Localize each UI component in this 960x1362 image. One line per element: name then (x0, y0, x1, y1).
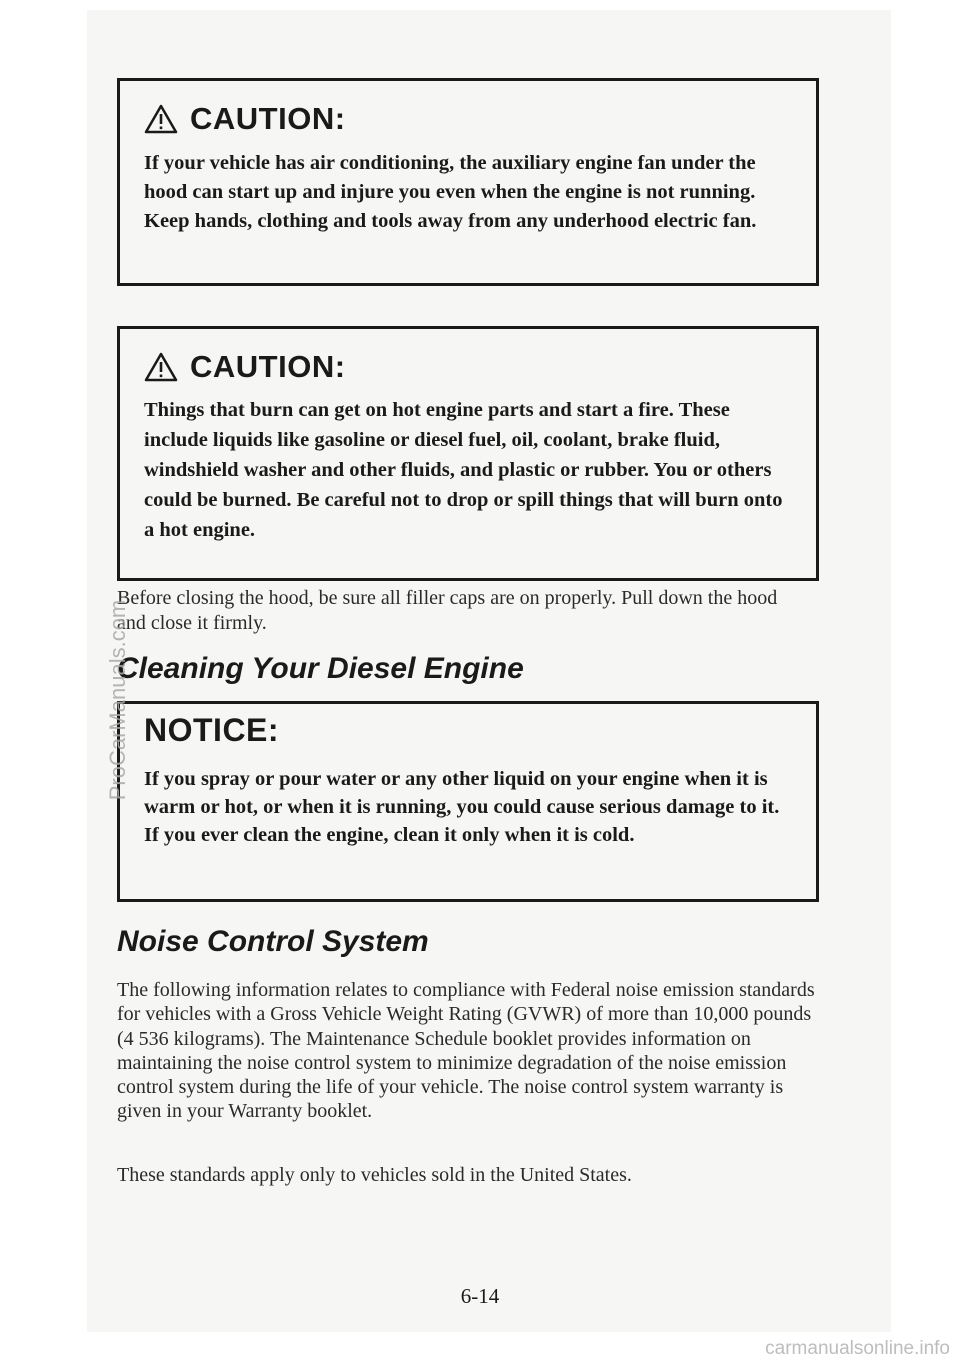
caution-text: If your vehicle has air conditioning, the auxiliary engine fan under the hood can start up and injure you even when the engine is not running. Keep hands, clothing and tools away from any underhood electric fan. (144, 152, 757, 232)
caution-title: CAUTION: (144, 349, 792, 385)
caution-box-fan (117, 78, 819, 286)
closing-hood-paragraph: Before closing the hood, be sure all filler caps are on properly. Pull down the hood and close it firmly. (117, 587, 778, 634)
noise-paragraph: The following information relates to compliance with Federal noise emission standards for vehicles with a Gross Vehicle Weight Rating (GVWR) of more than 10,000 pounds (4 536 kilograms). The Maintenance Schedule booklet provides information on maintaining the noise control system to minimize degradation of the noise emission control system during the life of your vehicle. The noise control system warranty is given in your Warranty booklet. (117, 979, 815, 1123)
page-number: 6-14 (460, 1284, 500, 1308)
caution-text: Things that burn can get on hot engine parts and start a fire. These include liquids like gasoline or diesel fuel, oil, coolant, brake fluid, windshield washer and other fluids, and plastic or rubber. You or others could be burned. Be careful not to drop or spill things that will burn onto a hot engine. (144, 399, 783, 541)
warning-triangle-icon (144, 352, 178, 382)
notice-title: NOTICE: (144, 712, 280, 748)
bottom-watermark: carmanualsonline.info (765, 1338, 950, 1359)
notice-text: If you spray or pour water or any other liquid on your engine when it is warm or hot, or when it is running, you could cause serious damage to it. If you ever clean the engine, clean it only when it is cold. (144, 768, 780, 846)
heading-noise-control-system: Noise Control System (117, 925, 429, 958)
caution-box-fire (117, 326, 819, 581)
standards-paragraph: These standards apply only to vehicles sold in the United States. (117, 1164, 632, 1186)
caution-title: CAUTION: (144, 101, 792, 137)
warning-triangle-icon (144, 104, 178, 134)
side-watermark: ProCarManuals.com (105, 599, 130, 801)
heading-cleaning-diesel-engine: Cleaning Your Diesel Engine (117, 652, 524, 685)
notice-box (117, 701, 819, 902)
